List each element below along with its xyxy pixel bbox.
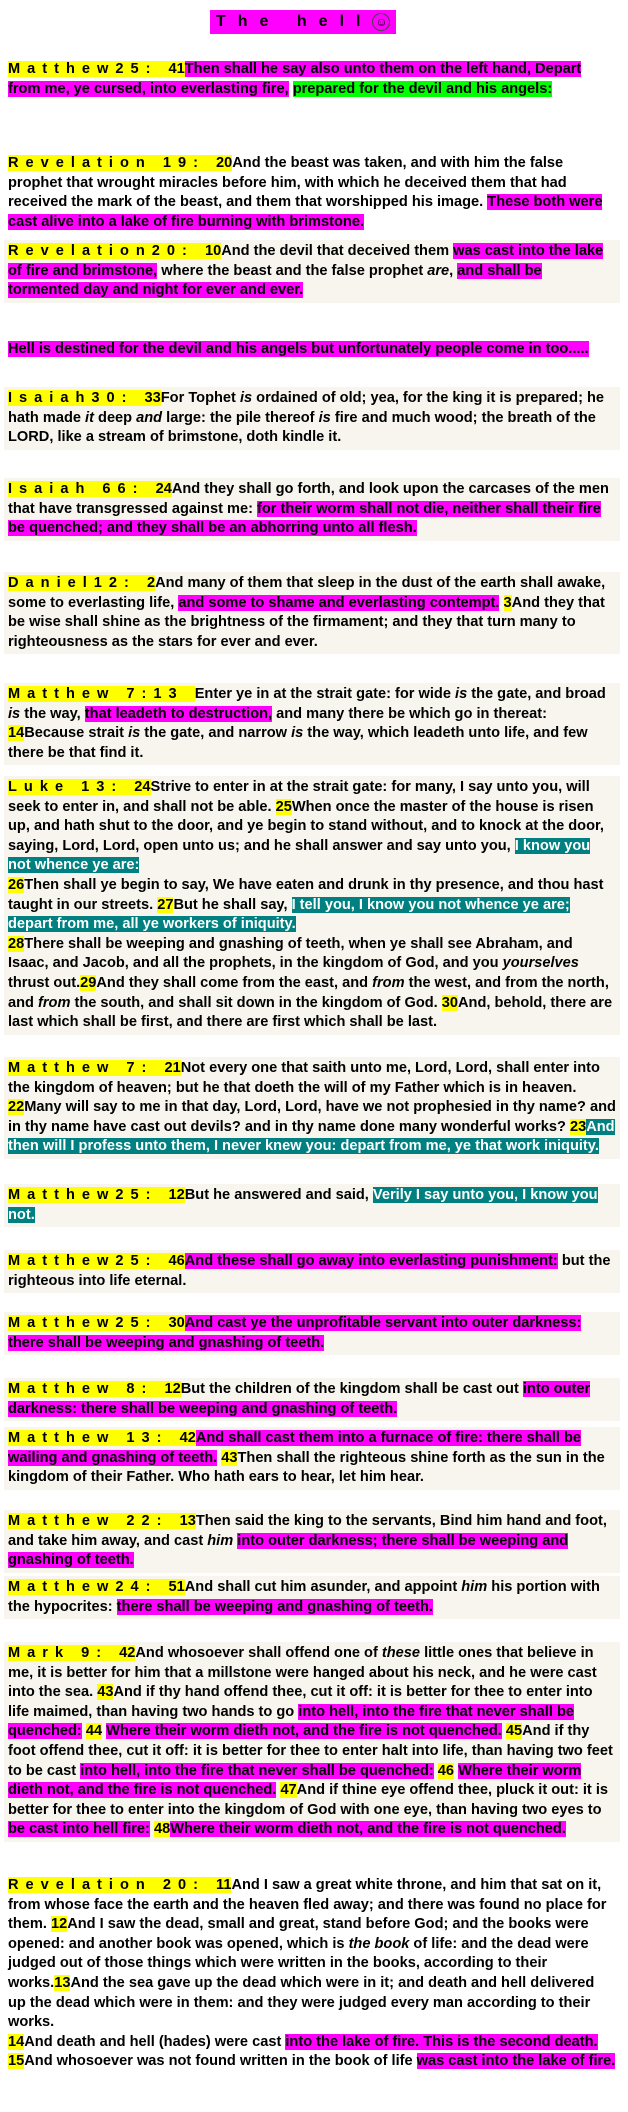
verse-number: 22 <box>8 1099 25 1116</box>
verse-number: 46 <box>168 1253 185 1269</box>
verse-number: 41 <box>168 61 185 77</box>
verse-text: When once the master of the house is risen up, and hath shut to the door, and ye begin to stand without, and to knock at the door, saying, Lord, Lord, open unto us; and he shall answer and say unto you, <box>8 798 604 854</box>
verse-text: where the beast and the false prophet <box>157 262 428 279</box>
page-title-text: The hell <box>216 13 373 30</box>
verse-number: 13 <box>179 1513 196 1529</box>
verse-text: Then shall ye begin to say, We have eaten and drunk in thy presence, and thou hast taught in our streets. <box>8 876 604 913</box>
verse-number: 24 <box>134 779 151 795</box>
verse-number: 21 <box>164 1060 181 1076</box>
scripture-reference: Isaiah 66: <box>8 481 156 497</box>
highlighted-text: for their worm shall not die, neither shall their fire be quenched; and they shall be an abhorring unto all flesh. <box>8 500 601 537</box>
verse-block <box>4 338 620 362</box>
verse-number: 27 <box>157 896 174 913</box>
verse-text: And whosoever shall offend one of <box>135 1645 382 1661</box>
highlighted-text: These both were cast alive into a lake of fire burning with brimstone. <box>8 194 603 230</box>
verse-block <box>4 1510 620 1573</box>
verse-text: him <box>207 1532 234 1549</box>
verse-text: Then said the king to the servants, Bind him hand and foot, and take him away, and cast <box>8 1513 607 1549</box>
verse-block <box>4 240 620 303</box>
verse-block <box>4 1250 620 1293</box>
verse-text: is <box>8 705 21 722</box>
verse-text: and <box>136 409 163 426</box>
verse-text: deep <box>93 409 137 426</box>
verse-block <box>4 1427 620 1490</box>
highlighted-text: Where their worm dieth not, and the fire is not quenched. <box>106 1723 502 1740</box>
verse-text: the south, and shall sit down in the kingdom of God. <box>70 994 442 1011</box>
scripture-reference: Matthew25: <box>8 1253 169 1269</box>
scripture-reference: Isaiah30: <box>8 390 145 406</box>
verse-text: And death and hell (hades) were cast <box>24 2033 286 2050</box>
verse-text: Strive to enter in at the strait gate: for many, I say unto you, will seek to enter in, and shall not be able. <box>8 779 590 815</box>
scripture-reference: Matthew25: <box>8 1315 169 1331</box>
verse-text: And they that be wise shall shine as the brightness of the firmament; and they that turn many to righteousness as the stars for ever and ever. <box>8 594 605 650</box>
verse-number: 13 <box>54 1974 71 1991</box>
page-title <box>210 10 396 34</box>
verse-block <box>4 1576 620 1619</box>
verse-number: 47 <box>280 1782 297 1799</box>
verse-text: , <box>449 262 458 279</box>
verse-text: the way, which leadeth unto life, and few there be that find it. <box>8 725 588 761</box>
scripture-reference: Luke 13: <box>8 779 135 795</box>
verse-block <box>4 478 620 541</box>
verse-text: And I saw a great white throne, and him that sat on it, from whose face the earth and the heaven fled away; and there was found no place for them. <box>8 1877 607 1933</box>
scripture-reference: Mark 9: <box>8 1645 120 1661</box>
verse-number: 11 <box>216 1877 232 1893</box>
verse-text: it <box>85 409 94 426</box>
verse-number: 12 <box>168 1187 185 1203</box>
verse-text: fire and much wood; the breath of the LORD, like a stream of brimstone, doth kindle it. <box>8 409 596 446</box>
scripture-reference: Matthew24: <box>8 1579 169 1595</box>
verse-text: But the children of the kingdom shall be cast out <box>180 1381 523 1397</box>
highlighted-text: into hell, into the fire that never shall be quenched: <box>8 1703 574 1740</box>
verse-text: And whosoever was not found written in the book of life <box>24 2053 417 2070</box>
verse-text: is <box>128 725 141 742</box>
verse-text: is <box>291 725 304 742</box>
verse-number: 2 <box>146 575 156 591</box>
scripture-reference: Revelation 19: <box>8 155 217 171</box>
verse-block <box>4 683 620 765</box>
highlighted-text: into the lake of fire. This is the second death. <box>285 2033 598 2050</box>
verse-number: 33 <box>144 390 161 406</box>
verse-text: the way, <box>20 705 85 722</box>
highlighted-text: that leadeth to destruction, <box>84 705 273 722</box>
scripture-reference: Revelation 20: <box>8 1877 217 1893</box>
verse-block <box>4 1312 620 1355</box>
verse-number: 42 <box>119 1645 136 1661</box>
verse-text: his portion with the hypocrites: <box>8 1579 600 1615</box>
verse-text: large: the pile thereof <box>162 409 319 426</box>
verse-number: 46 <box>437 1762 455 1779</box>
verse-text: ordained of old; yea, for the king it is prepared; he hath made <box>8 390 605 426</box>
verse-block <box>4 1057 620 1159</box>
highlighted-text: and shall be tormented day and night for ever and ever. <box>8 262 542 299</box>
verse-number: 43 <box>221 1449 238 1466</box>
highlighted-text: And cast ye the unprofitable servant into outer darkness: there shall be weeping and gnashing of teeth. <box>8 1315 582 1351</box>
verse-number: 29 <box>80 974 97 991</box>
scripture-reference: Matthew 8: <box>8 1381 165 1397</box>
smiley-icon: ☺ <box>372 13 390 31</box>
verse-text: Many will say to me in that day, Lord, Lord, have we not prophesied in thy name? and in thy name have cast out devils? and in thy name done many wonderful works? <box>8 1099 616 1135</box>
scripture-reference: Revelation20: <box>8 243 205 259</box>
verse-text: are <box>427 262 450 279</box>
verse-text: And if thy hand offend thee, cut it off: it is better for thee to enter into life maimed, than having two hands to go <box>8 1684 593 1720</box>
verse-block <box>4 572 620 654</box>
highlighted-text: I know you not whence ye are: <box>8 837 591 874</box>
scripture-reference: Matthew 22: <box>8 1513 180 1529</box>
verse-number: 45 <box>505 1723 523 1740</box>
verse-text: is <box>318 409 331 426</box>
verse-number: 14 <box>8 725 25 742</box>
verse-number: 42 <box>179 1430 196 1446</box>
verse-number: 20 <box>216 155 233 171</box>
verse-text <box>499 595 503 611</box>
highlighted-text: Where their worm dieth not, and the fire is not quenched. <box>170 1821 566 1838</box>
verse-text: is <box>455 686 468 702</box>
highlighted-text: And these shall go away into everlasting punishment: <box>184 1253 558 1269</box>
verse-text: and many there be which go in thereat: <box>272 705 547 722</box>
verse-text: the book <box>348 1935 410 1952</box>
highlighted-text: into outer darkness: there shall be weeping and gnashing of teeth. <box>8 1381 591 1417</box>
verse-text: from <box>372 974 405 991</box>
highlighted-text: I tell you, I know you not whence ye are; depart from me, all ye workers of iniquity. <box>8 896 570 933</box>
highlighted-text: Where their worm dieth not, and the fire is not quenched. <box>8 1762 582 1799</box>
highlighted-text: And then will I profess unto them, I never knew you: depart from me, ye that work iniquity. <box>8 1118 615 1155</box>
highlighted-text: And shall cast them into a furnace of fire: there shall be wailing and gnashing of teeth. <box>8 1430 582 1466</box>
verse-text: For Tophet <box>160 390 240 406</box>
highlighted-text: into outer darkness; there shall be weeping and gnashing of teeth. <box>8 1532 569 1569</box>
verse-number: 25 <box>275 798 292 815</box>
verse-text: yourselves <box>502 955 579 972</box>
verse-text: these <box>381 1645 421 1661</box>
verse-text: Then shall the righteous shine forth as the sun in the kingdom of their Father. Who hath ears to hear, let him hear. <box>8 1449 605 1486</box>
verse-text: but the righteous into life eternal. <box>8 1253 611 1289</box>
verse-text: the gate, and narrow <box>140 725 292 742</box>
verse-number: 12 <box>164 1381 181 1397</box>
scripture-reference: Matthew25: <box>8 1187 169 1203</box>
highlighted-text: be cast into hell fire: <box>8 1821 150 1838</box>
verse-number: 26 <box>8 876 25 893</box>
verse-number: 51 <box>168 1579 185 1595</box>
verse-number: 15 <box>8 2053 25 2070</box>
scripture-reference: Matthew 13: <box>8 1430 180 1446</box>
verse-text: of life: and the dead were judged out of those things which were written in the books, according to their works. <box>8 1935 589 1991</box>
verse-block <box>4 387 620 450</box>
verse-block <box>4 58 620 101</box>
scripture-reference: Daniel12: <box>8 575 147 591</box>
verse-number: 30 <box>441 994 458 1011</box>
verse-block <box>4 1378 620 1421</box>
verse-number: 24 <box>155 481 172 497</box>
highlighted-text: and some to shame and everlasting contempt. <box>178 594 500 611</box>
verse-number: 14 <box>8 2033 25 2050</box>
verse-text: little ones that believe in me, it is better for him that a millstone were hanged about his neck, and he were cast into the sea. <box>8 1645 597 1701</box>
verse-text: And the devil that deceived them <box>221 243 454 259</box>
verse-number: 23 <box>569 1118 587 1135</box>
verse-text: from <box>38 994 71 1011</box>
scripture-reference: Matthew25: <box>8 61 169 77</box>
verse-number: 44 <box>85 1723 103 1740</box>
verse-text: And the sea gave up the dead which were in it; and death and hell delivered up the dead which were in them: and they were judged every man according to their works. <box>8 1974 595 2031</box>
highlighted-text: was cast into the lake of fire and brimstone, <box>8 243 604 279</box>
scripture-reference: Matthew 7: <box>8 1060 165 1076</box>
verse-block <box>4 776 620 1035</box>
verse-text: There shall be weeping and gnashing of teeth, when ye shall see Abraham, and Isaac, and Jacob, and all the prophets, in the kingdom of God, and you <box>8 935 573 972</box>
verse-number: 48 <box>153 1821 171 1838</box>
highlighted-text: was cast into the lake of fire. <box>416 2053 616 2070</box>
verse-text: is <box>239 390 253 406</box>
scripture-reference: Matthew 7:13 <box>8 686 195 702</box>
verse-text: And they shall go forth, and look upon the carcases of the men that have transgressed against me: <box>8 481 609 517</box>
verse-number: 10 <box>204 243 222 259</box>
verse-text: thrust out. <box>8 974 81 991</box>
verse-text: And I saw the dead, small and great, stand before God; and the books were opened: and another book was opened, which is <box>8 1916 589 1952</box>
verse-text: And many of them that sleep in the dust of the earth shall awake, some to everlasting life, <box>8 575 606 611</box>
verse-text: the west, and from the north, and <box>8 974 609 1011</box>
highlighted-text: Verily I say unto you, I know you not. <box>8 1187 598 1223</box>
verse-number: 12 <box>50 1916 68 1933</box>
verse-text: Because strait <box>24 725 129 742</box>
verse-number: 30 <box>168 1315 185 1331</box>
verse-text: But he shall say, <box>173 896 292 913</box>
verse-text: And shall cut him asunder, and appoint <box>184 1579 462 1595</box>
verse-block <box>4 1874 620 2074</box>
verse-text: And if thine eye offend thee, pluck it out: it is better for thee to enter into the kingdom of God with one eye, than having two eyes to <box>8 1782 609 1818</box>
highlighted-text: prepared for the devil and his angels: <box>292 80 553 97</box>
verse-text: And they shall come from the east, and <box>96 974 373 991</box>
verse-block <box>4 1642 620 1842</box>
verse-text: And if thy foot offend thee, cut it off: it is better for thee to enter halt into life, than having two feet to be cast <box>8 1723 613 1779</box>
verse-text: Enter ye in at the strait gate: for wide <box>194 686 456 702</box>
highlighted-text: into hell, into the fire that never shall be quenched: <box>80 1762 434 1779</box>
verse-text: Not every one that saith unto me, Lord, Lord, shall enter into the kingdom of heaven; but he that doeth the will of my Father which is in heaven. <box>8 1060 600 1096</box>
verse-text: But he answered and said, <box>184 1187 373 1203</box>
verse-number: 43 <box>97 1684 114 1701</box>
highlighted-text: Hell is destined for the devil and his angels but unfortunately people come in too..... <box>8 341 589 357</box>
verse-text: him <box>461 1579 488 1595</box>
highlighted-text: Then shall he say also unto them on the left hand, Depart from me, ye cursed, into everlasting fire, <box>8 61 582 97</box>
verse-text: And, behold, there are last which shall be first, and there are first which shall be last. <box>8 994 613 1031</box>
verse-block <box>4 152 620 234</box>
verse-text: the gate, and broad <box>467 686 606 702</box>
verse-block <box>4 1184 620 1227</box>
highlighted-text: there shall be weeping and gnashing of teeth. <box>116 1598 433 1615</box>
verse-text: And the beast was taken, and with him the false prophet that wrought miracles before him, with which he deceived them that had received the mark of the beast, and them that worshipped his image. <box>8 155 567 211</box>
verse-number: 3 <box>503 594 512 611</box>
verse-number: 28 <box>8 935 25 952</box>
